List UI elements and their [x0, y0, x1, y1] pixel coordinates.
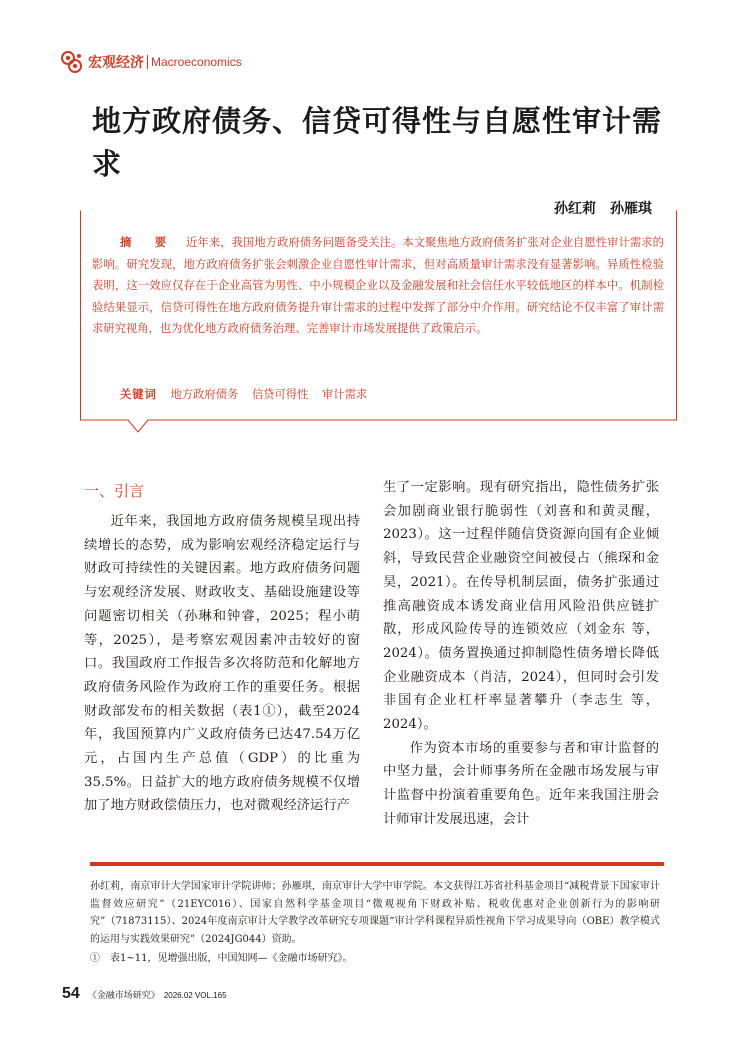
- page-footer: [62, 985, 227, 1003]
- keywords-label: 关键词: [120, 388, 157, 401]
- body-paragraph: 作为资本市场的重要参与者和审计监督的中坚力量，会计师事务所在金融市场发展与审计监督中扮演着重要角色。近年来我国注册会计师审计发展迅速，会计: [383, 740, 659, 827]
- abstract-label: 摘 要: [120, 236, 173, 249]
- section-name-cn: 宏观经济: [88, 55, 144, 71]
- keyword-item: 地方政府债务: [170, 388, 239, 401]
- footnotes: [90, 878, 660, 968]
- abstract: [92, 232, 664, 340]
- table-footnote: ① 表1~11，见增强出版，中国知网—《金融市场研究》。: [90, 953, 353, 965]
- body-column-left: [84, 476, 360, 818]
- coin-logo-icon: [60, 50, 84, 74]
- section-heading: 一、引言: [84, 482, 145, 500]
- body-paragraph-continued: 生了一定影响。现有研究指出，隐性债务扩张会加剧商业银行脆弱性（刘喜和和黄灵醒，2023）。这一过程伴随信贷资源向国有企业倾斜，导致民营企业融资空间被侵占（熊琛和金昊，2021）。在传导机制层面，债务扩张通过推高融资成本诱发商业信用风险沿供应链扩散，形成风险传导的连锁效应（刘金东 等，2024）。债务置换通过抑制隐性债务增长降低企业融资成本（肖洁，2024），但同时会引发非国有企业杠杆率显著攀升（李志生 等，2024）。: [383, 480, 659, 733]
- footnote-divider: [90, 862, 664, 866]
- section-name-en: Macroeconomics: [151, 55, 242, 69]
- section-divider: [147, 55, 148, 69]
- author-footnote: 孙红莉，南京审计大学国家审计学院讲师；孙雁琪，南京审计大学中审学院。本文获得江苏省社科基金项目“减税背景下国家审计监督效应研究”（21EYC016）、国家自然科学基金项目“微观视角下财政补贴、税收优惠对企业创新行为的影响研究”（71873115）、2024年度南京审计大学教学改革研究专项课题“审计学科课程异质性视角下学习成果导向（OBE）教学模式的运用与实践效果研究”（2024JG044）资助。: [90, 881, 660, 945]
- abstract-text: 近年来，我国地方政府债务问题备受关注。本文聚焦地方政府债务扩张对企业自愿性审计需求的影响。研究发现，地方政府债务扩张会刺激企业自愿性审计需求，但对高质量审计需求没有显著影响。异质性检验表明，这一效应仅存在于企业高管为男性、中小规模企业以及金融发展和社会信任水平较低地区的样本中。机制检验结果显示，信贷可得性在地方政府债务提升审计需求的过程中发挥了部分中介作用。研究结论不仅丰富了审计需求研究视角，也为优化地方政府债务治理、完善审计市场发展提供了政策启示。: [92, 236, 664, 335]
- article-authors: 孙红莉 孙雁琪: [554, 201, 652, 217]
- page-number: 54: [62, 985, 80, 1002]
- section-header: [60, 48, 242, 76]
- journal-name: 《金融市场研究》: [87, 990, 160, 1000]
- body-paragraph: 近年来，我国地方政府债务规模呈现出持续增长的态势，成为影响宏观经济稳定运行与财政可持续性的关键因素。地方政府债务问题与宏观经济发展、财政收支、基础设施建设等问题密切相关（孙琳和钟睿，2025；程小萌 等，2025），是考察宏观因素冲击较好的窗口。我国政府工作报告多次将防范和化解地方政府债务风险作为政府工作的重要任务。根据财政部发布的相关数据（表1①），截至2024年，我国预算内广义政府债务已达47.54万亿元，占国内生产总值（GDP）的比重为35.5%。日益扩大的地方政府债务规模不仅增加了地方财政偿债压力，也对微观经济运行产: [84, 514, 360, 814]
- body-column-right: [383, 476, 659, 832]
- journal-issue: 2026.02 VOL.165: [163, 991, 227, 1000]
- keywords: [120, 386, 377, 402]
- keyword-item: 审计需求: [321, 388, 368, 401]
- article-title: 地方政府债务、信贷可得性与自愿性审计需求: [92, 104, 663, 181]
- keyword-item: 信贷可得性: [251, 388, 309, 401]
